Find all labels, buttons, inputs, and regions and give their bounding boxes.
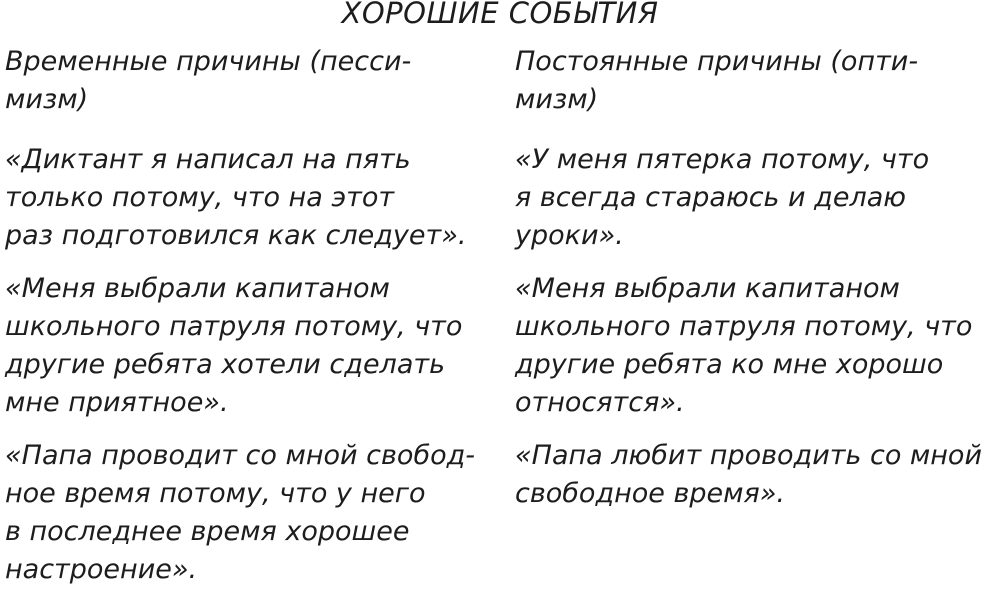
quote-line: относятся».: [515, 387, 685, 418]
pessimism-quote-dad: [5, 437, 475, 589]
quote-line: школьного патруля потому, что: [5, 311, 463, 342]
quote-line: только потому, что на этот: [5, 182, 395, 213]
optimism-quote-captain: [515, 270, 972, 422]
quote-line: настроение».: [5, 554, 198, 585]
quote-line: «Папа любит проводить со мной: [515, 440, 983, 471]
quote-line: «Меня выбрали капитаном: [515, 273, 900, 304]
quote-line: другие ребята ко мне хорошо: [515, 349, 944, 380]
quote-line: уроки».: [515, 220, 624, 251]
pessimism-quote-captain: [5, 270, 462, 422]
quote-line: «Папа проводит со мной свобод-: [5, 440, 476, 471]
quote-line: в последнее время хорошее: [5, 516, 410, 547]
quote-line: другие ребята хотели сделать: [5, 349, 446, 380]
quote-line: «Меня выбрали капитаном: [5, 273, 390, 304]
quote-line: я всегда стараюсь и делаю: [515, 182, 906, 213]
quote-line: школьного патруля потому, что: [515, 311, 973, 342]
optimism-quote-dad: [515, 437, 982, 513]
pessimism-heading: [5, 43, 411, 119]
quote-line: «У меня пятерка потому, что: [515, 144, 930, 175]
quote-line: «Диктант я написал на пять: [5, 144, 411, 175]
optimism-quote-grade: [515, 141, 929, 255]
heading-line: мизм): [515, 84, 599, 115]
heading-line: Временные причины (песси-: [5, 46, 412, 77]
pessimism-quote-dictation: [5, 141, 467, 255]
quote-line: раз подготовился как следует».: [5, 220, 467, 251]
section-title: ХОРОШИЕ СОБЫТИЯ: [341, 0, 659, 30]
optimism-heading: [515, 43, 918, 119]
quote-line: ное время потому, что у него: [5, 478, 426, 509]
quote-line: мне приятное».: [5, 387, 229, 418]
heading-line: Постоянные причины (опти-: [515, 46, 919, 77]
heading-line: мизм): [5, 84, 89, 115]
quote-line: свободное время».: [515, 478, 785, 509]
